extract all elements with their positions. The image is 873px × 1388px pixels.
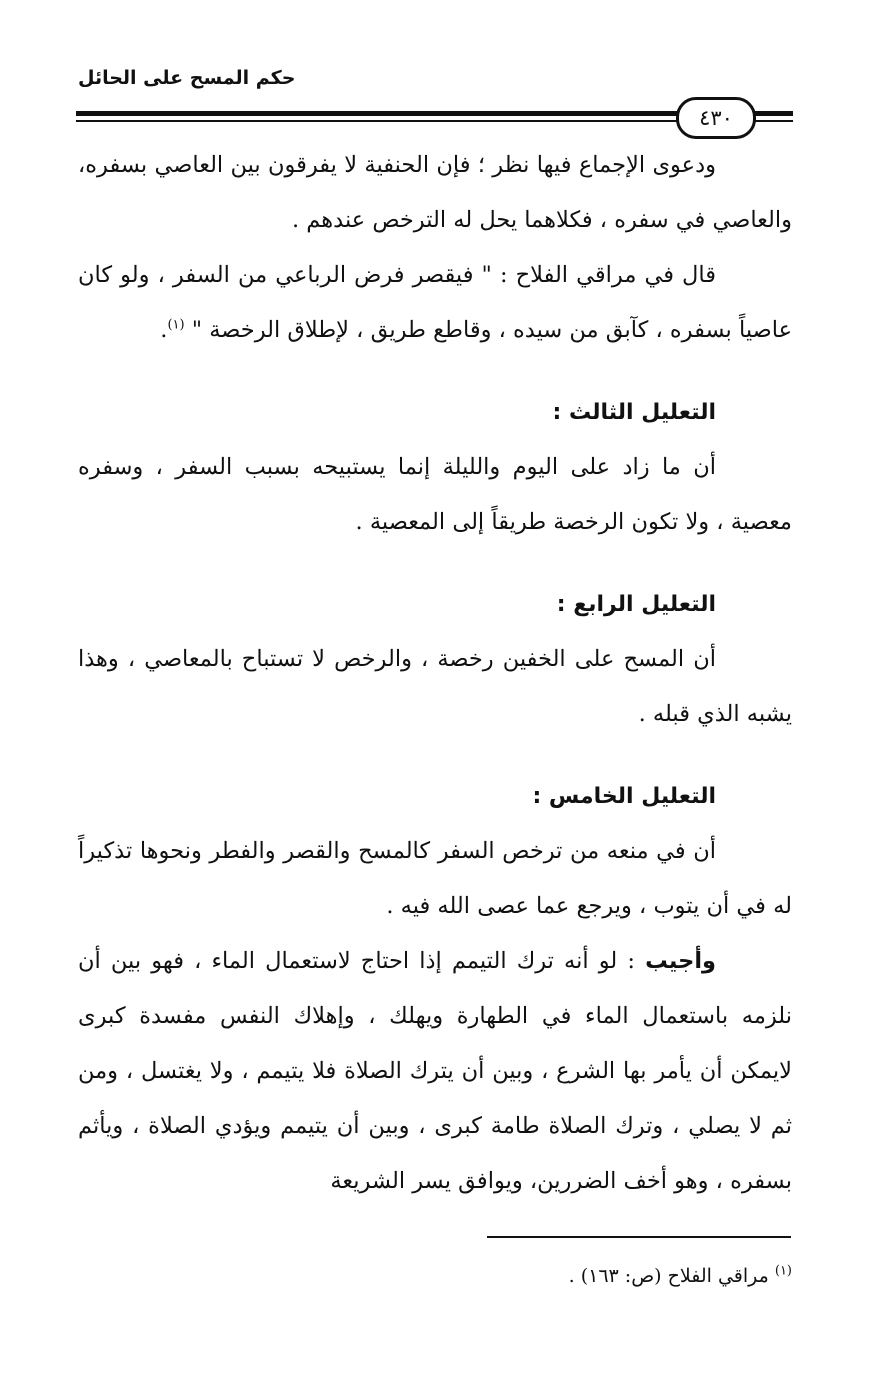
heading-fourth-reason: التعليل الرابع :: [556, 592, 716, 617]
paragraph-2: [78, 248, 792, 358]
paragraph-1: ودعوى الإجماع فيها نظر ؛ فإن الحنفية لا يفرقون بين العاصي بسفره، والعاصي في سفره ، فكلاهما يحل له الترخص عندهم .: [78, 152, 792, 233]
paragraph-5: أن في منعه من ترخص السفر كالمسح والقصر والفطر ونحوها تذكيراً له في أن يتوب ، ويرجع عما عصى الله فيه .: [78, 838, 792, 919]
paragraph-3: أن ما زاد على اليوم والليلة إنما يستبيحه بسبب السفر ، وسفره معصية ، ولا تكون الرخصة طريقاً إلى المعصية .: [78, 454, 792, 535]
paragraph-4: أن المسح على الخفين رخصة ، والرخص لا تستباح بالمعاصي ، وهذا يشبه الذي قبله .: [78, 646, 792, 727]
footnote-1: [400, 1262, 792, 1290]
paragraph-2-text: قال في مراقي الفلاح : " فيقصر فرض الرباعي من السفر ، ولو كان عاصياً بسفره ، كآبق من سيده ، وقاطع طريق ، لإطلاق الرخصة ": [78, 262, 792, 343]
paragraph-2-end: .: [160, 317, 168, 343]
footnote-text: مراقي الفلاح (ص: ١٦٣) .: [568, 1265, 769, 1287]
footnote-mark: (١): [774, 1263, 792, 1279]
heading-fifth-reason: التعليل الخامس :: [532, 784, 716, 809]
paragraph-6: [78, 934, 792, 1209]
running-title: حكم المسح على الحائل: [78, 67, 296, 89]
answer-lead-word: وأجيب: [645, 948, 717, 974]
page-number: ٤٣٠: [676, 97, 756, 139]
heading-third-reason: التعليل الثالث :: [552, 400, 716, 425]
body-text: [78, 138, 792, 1209]
footnote-separator: [487, 1236, 791, 1238]
paragraph-6-text: : لو أنه ترك التيمم إذا احتاج لاستعمال الماء ، فهو بين أن نلزمه باستعمال الماء في الطهارة ويهلك ، وإهلاك النفس مفسدة كبرى لايمكن أن يأمر بها الشرع ، وبين أن يترك الصلاة فلا يتيمم ، ولا يغتسل ، ومن ثم لا يصلي ، وترك الصلاة طامة كبرى ، وبين أن يتيمم ويؤدي الصلاة ، ويأثم بسفره ، وهو أخف الضررين، ويوافق يسر الشريعة: [78, 948, 792, 1194]
footnote-ref-1: (١): [167, 317, 185, 333]
